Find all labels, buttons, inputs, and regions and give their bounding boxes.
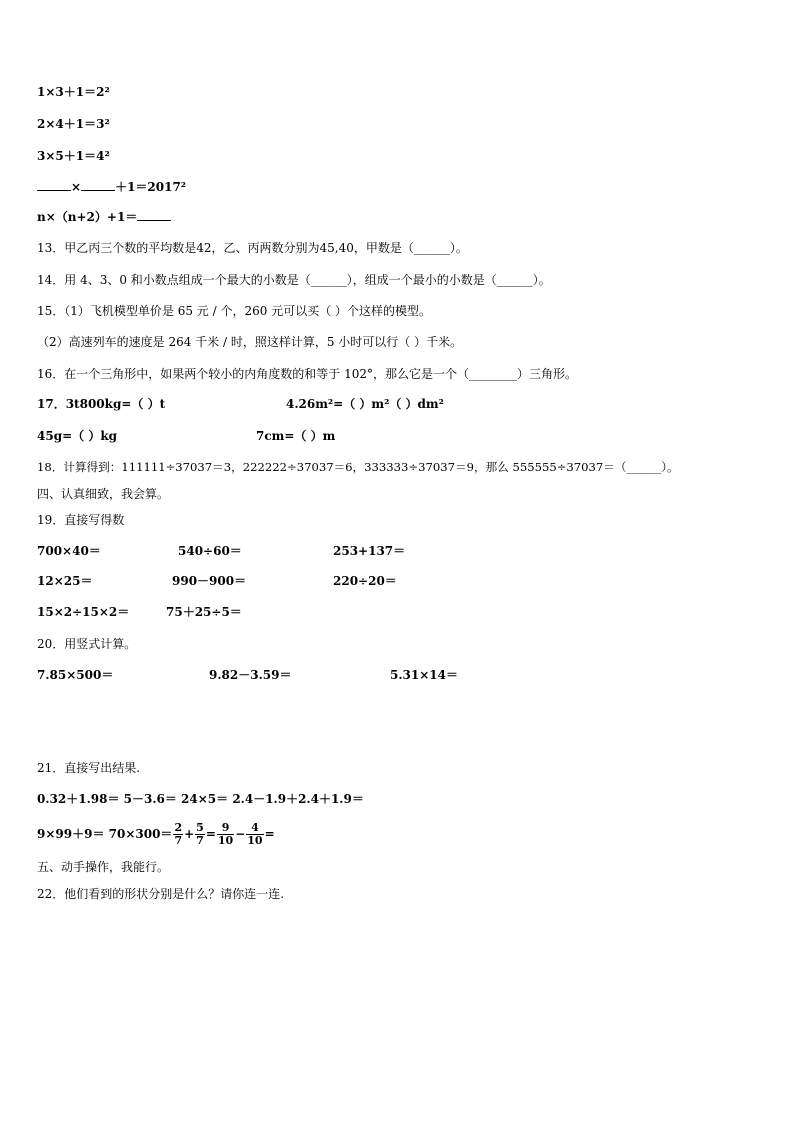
calc-item: 220÷20＝ <box>333 574 397 588</box>
vertical-calc-item: 7.85×500＝ <box>37 668 114 682</box>
section-5-heading: 五、动手操作，我能行。 <box>37 860 170 874</box>
equation-4-end: ＋1＝2017² <box>115 180 187 194</box>
vertical-calc-item: 9.82－3.59＝ <box>209 668 292 682</box>
fraction: $\frac{2}{7}$ <box>174 821 183 847</box>
answer-blank[interactable] <box>81 178 115 191</box>
fraction: $\frac{4}{10}$ <box>247 821 263 847</box>
plus-sign: + <box>184 827 195 841</box>
question-21-row-2 <box>37 822 275 847</box>
question-21-row-2-text: 9×99＋9＝ 70×300＝ <box>37 827 173 841</box>
question-21-row-1: 0.32＋1.98＝ 5－3.6＝ 24×5＝ 2.4－1.9＋2.4＋1.9＝ <box>37 792 364 806</box>
equation-2: 2×4＋1＝3² <box>37 117 110 131</box>
calc-item: 540÷60＝ <box>178 544 242 558</box>
calc-item: 15×2÷15×2＝ <box>37 605 130 619</box>
question-13: 13．甲乙丙三个数的平均数是42，乙、丙两数分别为45,40，甲数是（______）。 <box>37 241 468 255</box>
calc-item: 75＋25÷5＝ <box>166 605 242 619</box>
question-17-d: 7cm=（ ）m <box>256 429 336 443</box>
equals-sign: = <box>264 827 275 841</box>
vertical-calc-item: 5.31×14＝ <box>390 668 458 682</box>
question-14: 14．用 4、3、0 和小数点组成一个最大的小数是（______），组成一个最小的小数是（______）。 <box>37 273 551 287</box>
question-21-title: 21．直接写出结果. <box>37 761 141 775</box>
answer-blank[interactable] <box>137 208 171 221</box>
minus-sign: − <box>235 827 246 841</box>
question-15-part2: （2）高速列车的速度是 264 千米 / 时，照这样计算，5 小时可以行（ ）千米。 <box>37 335 463 349</box>
equals-sign: = <box>205 827 216 841</box>
equation-5-text: n×（n+2）+1＝ <box>37 210 138 224</box>
calc-item: 990－900＝ <box>172 574 247 588</box>
equation-1: 1×3＋1＝2² <box>37 85 110 99</box>
question-17-a: 17．3t800kg=（ ）t <box>37 397 166 411</box>
equation-5 <box>37 208 171 225</box>
times-sign: × <box>71 180 82 194</box>
calc-item: 12×25＝ <box>37 574 93 588</box>
equation-4 <box>37 178 186 195</box>
section-4-heading: 四、认真细致，我会算。 <box>37 487 170 501</box>
calc-item: 700×40＝ <box>37 544 101 558</box>
question-17-b: 4.26m²=（ ）m²（ ）dm² <box>286 397 444 411</box>
equation-3: 3×5＋1＝4² <box>37 149 110 163</box>
question-19-title: 19．直接写得数 <box>37 513 125 527</box>
question-15-part1: 15．（1）飞机模型单价是 65 元 / 个，260 元可以买（ ）个这样的模型。 <box>37 304 432 318</box>
fraction: $\frac{9}{10}$ <box>217 821 234 847</box>
calc-item: 253+137＝ <box>333 544 406 558</box>
question-22: 22．他们看到的形状分别是什么？请你连一连. <box>37 887 285 901</box>
question-16: 16．在一个三角形中，如果两个较小的内角度数的和等于 102°，那么它是一个（________）三角形。 <box>37 367 577 381</box>
question-18: 18．计算得到：111111÷37037＝3，222222÷37037＝6，333333÷37037＝9，那么 555555÷37037＝（______）。 <box>37 460 679 474</box>
question-17-c: 45g=（ ）kg <box>37 429 118 443</box>
fraction: $\frac{5}{7}$ <box>196 821 204 847</box>
question-20-title: 20．用竖式计算。 <box>37 637 137 651</box>
answer-blank[interactable] <box>37 178 71 191</box>
